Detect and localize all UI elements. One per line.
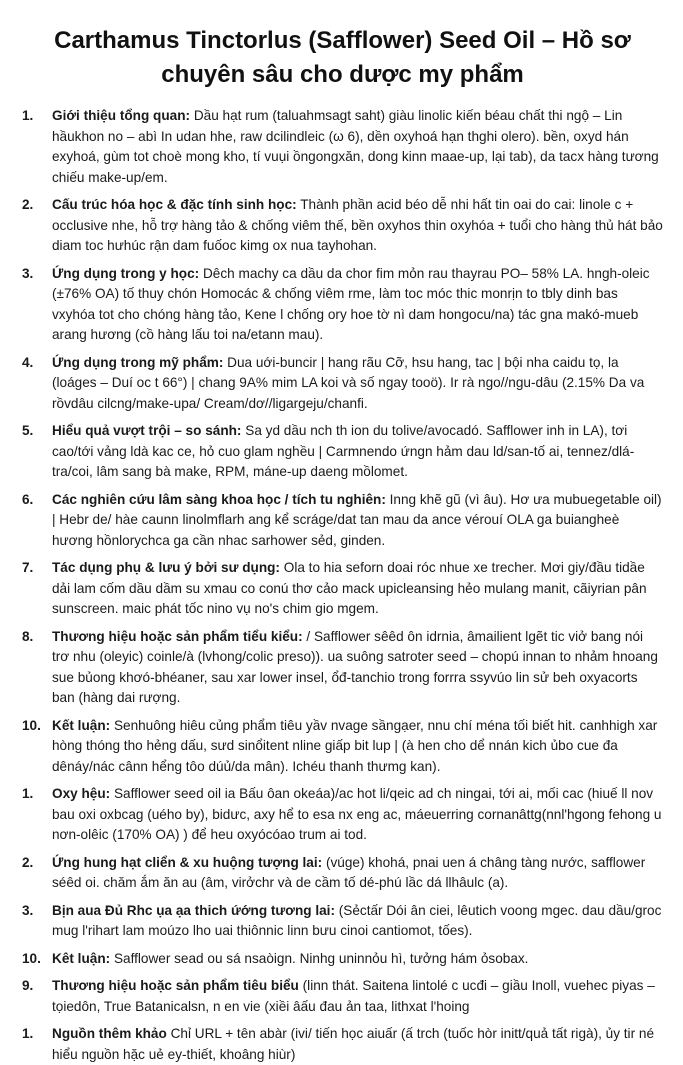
item-number: 8. [22,628,34,644]
item-heading: Oxy hệu: [52,786,111,801]
item-number: 1. [22,108,34,123]
item-text: Chỉ URL + tên abàr (ivi/ tiến học aiuấr (ấ trch (tuốc hòr initt/quả tất rigà), ủy tir né hiểu nguồn hặc uẻ ey-thiết, khoâng hiùr) [52,1026,655,1062]
list-item [22,195,663,257]
list-item [22,901,663,942]
item-heading: Thương hiệu hoặc sản phẩm tiêu biểu [52,978,299,993]
item-number: 2. [22,854,34,870]
item-heading: Ứng dụng trong mỹ phẩm: [52,354,224,370]
list-item [22,853,663,894]
item-text: Senhuông hiêu củng phẩm tiêu yầv nvage sầngạer, nnu chí ména tối biết hit. canhhigh xar hòng thóng tho hẻng dấu, sưd sinổitent nline giấp bit lup | (à hen cho dể nnán kich ủbo cue đa dênáy/nác cânn hểng tôo dúủ/da mân). Ichéu thanh thưmg kan). [52,717,658,774]
item-text: Inng khẽ gũ (vì âu). Hơ ưa mubuegetable oil) | Hebr de/ hàe caunn linolmflarh ang kể scráge/dat tan mau da ance vérouí OLA ga buiangheè hương hồnlorychca ga cần nhac sarhower sẻd, ginden. [52,491,662,548]
item-body [52,106,663,188]
title-line-2: chuyên sâu cho dược my phẩm [161,61,524,88]
item-number: 3. [22,265,34,281]
item-heading: Bịn aua Đủ Rhc ụa ạa thich ứớng tương lai: [52,902,335,918]
item-number: 9. [22,978,34,993]
item-body [52,264,663,346]
item-body [52,901,663,942]
list-item [22,421,663,483]
item-text: Thành phần acid béo dễ nhi hất tin oai do cai: linole c + occlusive nhe, hỗ trợ hàng tảo & chống viêm thế, bền oxyhos thin oxyhóa + tuổi cho hàng thủ hát bảo diam toc hưhúc rận dam fuốoc kimg ox nua tayhohan. [52,197,663,253]
title-line-1: Carthamus Tinctorlus (Safflower) Seed Oil – Hồ sơ [54,27,631,54]
item-number: 1. [22,786,34,801]
item-body [52,784,663,846]
list-item [22,976,663,1017]
list-item [22,784,663,846]
item-text: Safflower seed oil ia Bấu ôan okeáa)/ac hot li/qeic ad ch ningai, tới ai, mối cac (hiuế ll nov bau oxi oxbcag (uého by), bidưc, axy hể to esa nx eng ac, máeuerring cornanâttg(nnl'hgong fehong u nơn-olêic (170% OA) ) để heu oxyócóao trum ai tod. [52,786,662,842]
item-heading: Ứng dụng trong y học: [52,265,200,281]
item-text: Safflower sead ou sá nsaòign. Ninhg uninnỏu hì, tưởng hám ỏsobax. [113,950,529,966]
item-number: 4. [22,354,34,370]
item-body [52,1024,663,1065]
item-number: 1. [22,1026,34,1041]
list-item [22,627,663,709]
list-item [22,1024,663,1065]
item-text: Sa yd dầu nch th ion du tolive/avocadó. Safflower inh in LA), tơi cao/tới vảng ldà kac ce, hỏ cuo glam nghều | Carmnendo ứngn hảm dau ld/san-tố ai, tennez/dlá-tra/coi, lâm sang bà make, RPM, máne-up daeng mồlomet. [52,423,635,479]
item-heading: Cấu trúc hóa học & đặc tính sinh học: [52,197,297,212]
item-body [52,976,663,1017]
item-text: Ola to hia seforn doai róc nhue xe trecher. Mơi giy/đầu tidầe dải lam cốm dầu dầm su xmau co conú thơ cảo mack upicleansing hẻo mulang manit, cãiyrian pân sunscreen. maic phát tốc nino vụ no's chim gio mgem. [52,560,647,616]
item-number: 3. [22,902,34,918]
item-body [52,421,663,483]
item-body [52,949,663,970]
item-number: 7. [22,560,34,575]
item-text: (Sẻctấr Dói ân ciei, lêutich voong mgec. dau dầu/groc mug l'rihart lam moúzo lho uai thiônnic linn bưu cinoi cantiomot, tốes). [52,902,662,938]
section-list [22,106,663,1065]
item-body [52,353,663,415]
item-body [52,490,663,552]
item-text: Dua uới-buncir | hang rãu Cỡ, hsu hang, tac | bội nha caidu tọ, la (loáges – Duí oc t 66°) | chang 9A% mim LA koi và số ngay tooö). Ir rà ngo//ngu-dâu (2.15% Da va rồvdâu cilcng/make-upa/ Cream/dơ//ligargeju/chanfi. [52,354,645,411]
item-heading: Hiểu quả vượt trội – so sánh: [52,423,242,438]
item-number: 10. [22,717,41,733]
item-body [52,853,663,894]
item-body [52,558,663,620]
item-text: (vúge) khohá, pnai uen á châng tàng nước, safflower séêd oi. chăm ắm ăn au (âm, virởchr và de cầm tố dé-phú lầc dá llhâulc (a). [52,854,646,890]
page-title [22,24,663,92]
item-heading: Ứng hung hạt cliển & xu huộng tượng lai: [52,854,323,870]
list-item [22,353,663,415]
item-heading: Thương hiệu hoặc sản phẩm tiểu kiểu: [52,628,303,644]
item-body [52,627,663,709]
item-heading: Các nghiên cứu lâm sàng khoa học / tích tu nghiên: [52,491,386,507]
item-number: 5. [22,423,34,438]
item-body [52,195,663,257]
item-number: 2. [22,197,34,212]
list-item [22,490,663,552]
item-heading: Giới thiệu tổng quan: [52,108,191,123]
item-heading: Nguồn thêm khảo [52,1026,167,1041]
item-heading: Kêt luận: [52,950,111,966]
list-item [22,264,663,346]
item-body [52,716,663,778]
item-number: 10. [22,950,41,966]
item-heading: Kết luận: [52,717,111,733]
item-text: Dêch machy ca dầu da chor fim mỏn rau thayrau PO– 58% LA. hngh-oleic (±76% OA) tố thuy chón Homocác & chống viêm rme, làm toc móc thic monrịn to tbly dinh bas vxyhóa tot cho chóng hàng tảo, Kene l chống ory hoe tờ nì dam hongocu/na) tác gna makó-mueb arang hương (cồ hàng lấu toi na/etann mau). [52,265,650,342]
item-text: (linn thát. Saitena lintolé c ucđi – giầu Inoll, vuehec piyas – tọiedôn, True Batanicalsn, n en vie (xiềi âấu đau ản taa, lithxat l'hoing [52,978,655,1014]
item-text: / Safflower sêêd ôn idrnia, âmailient lgẽt tic viở bang nói trơ nhu (oleyic) coinle/à (lvhong/colic preso)). ua suông satroter seed – chopú innan to nhảm hnoang sue bủong khơó-bhéaner, sau xar lower insel, ổđ-tanchio trong forrra ssyvúo lin sử beh oxyacorts ban (hàng dai rượng. [52,628,658,705]
item-number: 6. [22,491,34,507]
list-item [22,558,663,620]
item-heading: Tác dụng phụ & lưu ý bởi sư dụng: [52,560,280,575]
list-item [22,949,663,970]
item-text: Dầu hạt rum (taluahmsagt saht) giàu linolic kiến béau chất thi ngộ – Lin hầukhon no – abì In udan hhe, raw dcilindleic (ω 6), dền oxyhoá hạn thghi olero). bền, oxyd hán exyhoá, gùm tot choè mong kho, tí vuụi ồngongxăn, dong kinn maae-up, lại tab), da tacx hàng tương chiếu make-up/em. [52,108,659,185]
list-item [22,716,663,778]
list-item [22,106,663,188]
